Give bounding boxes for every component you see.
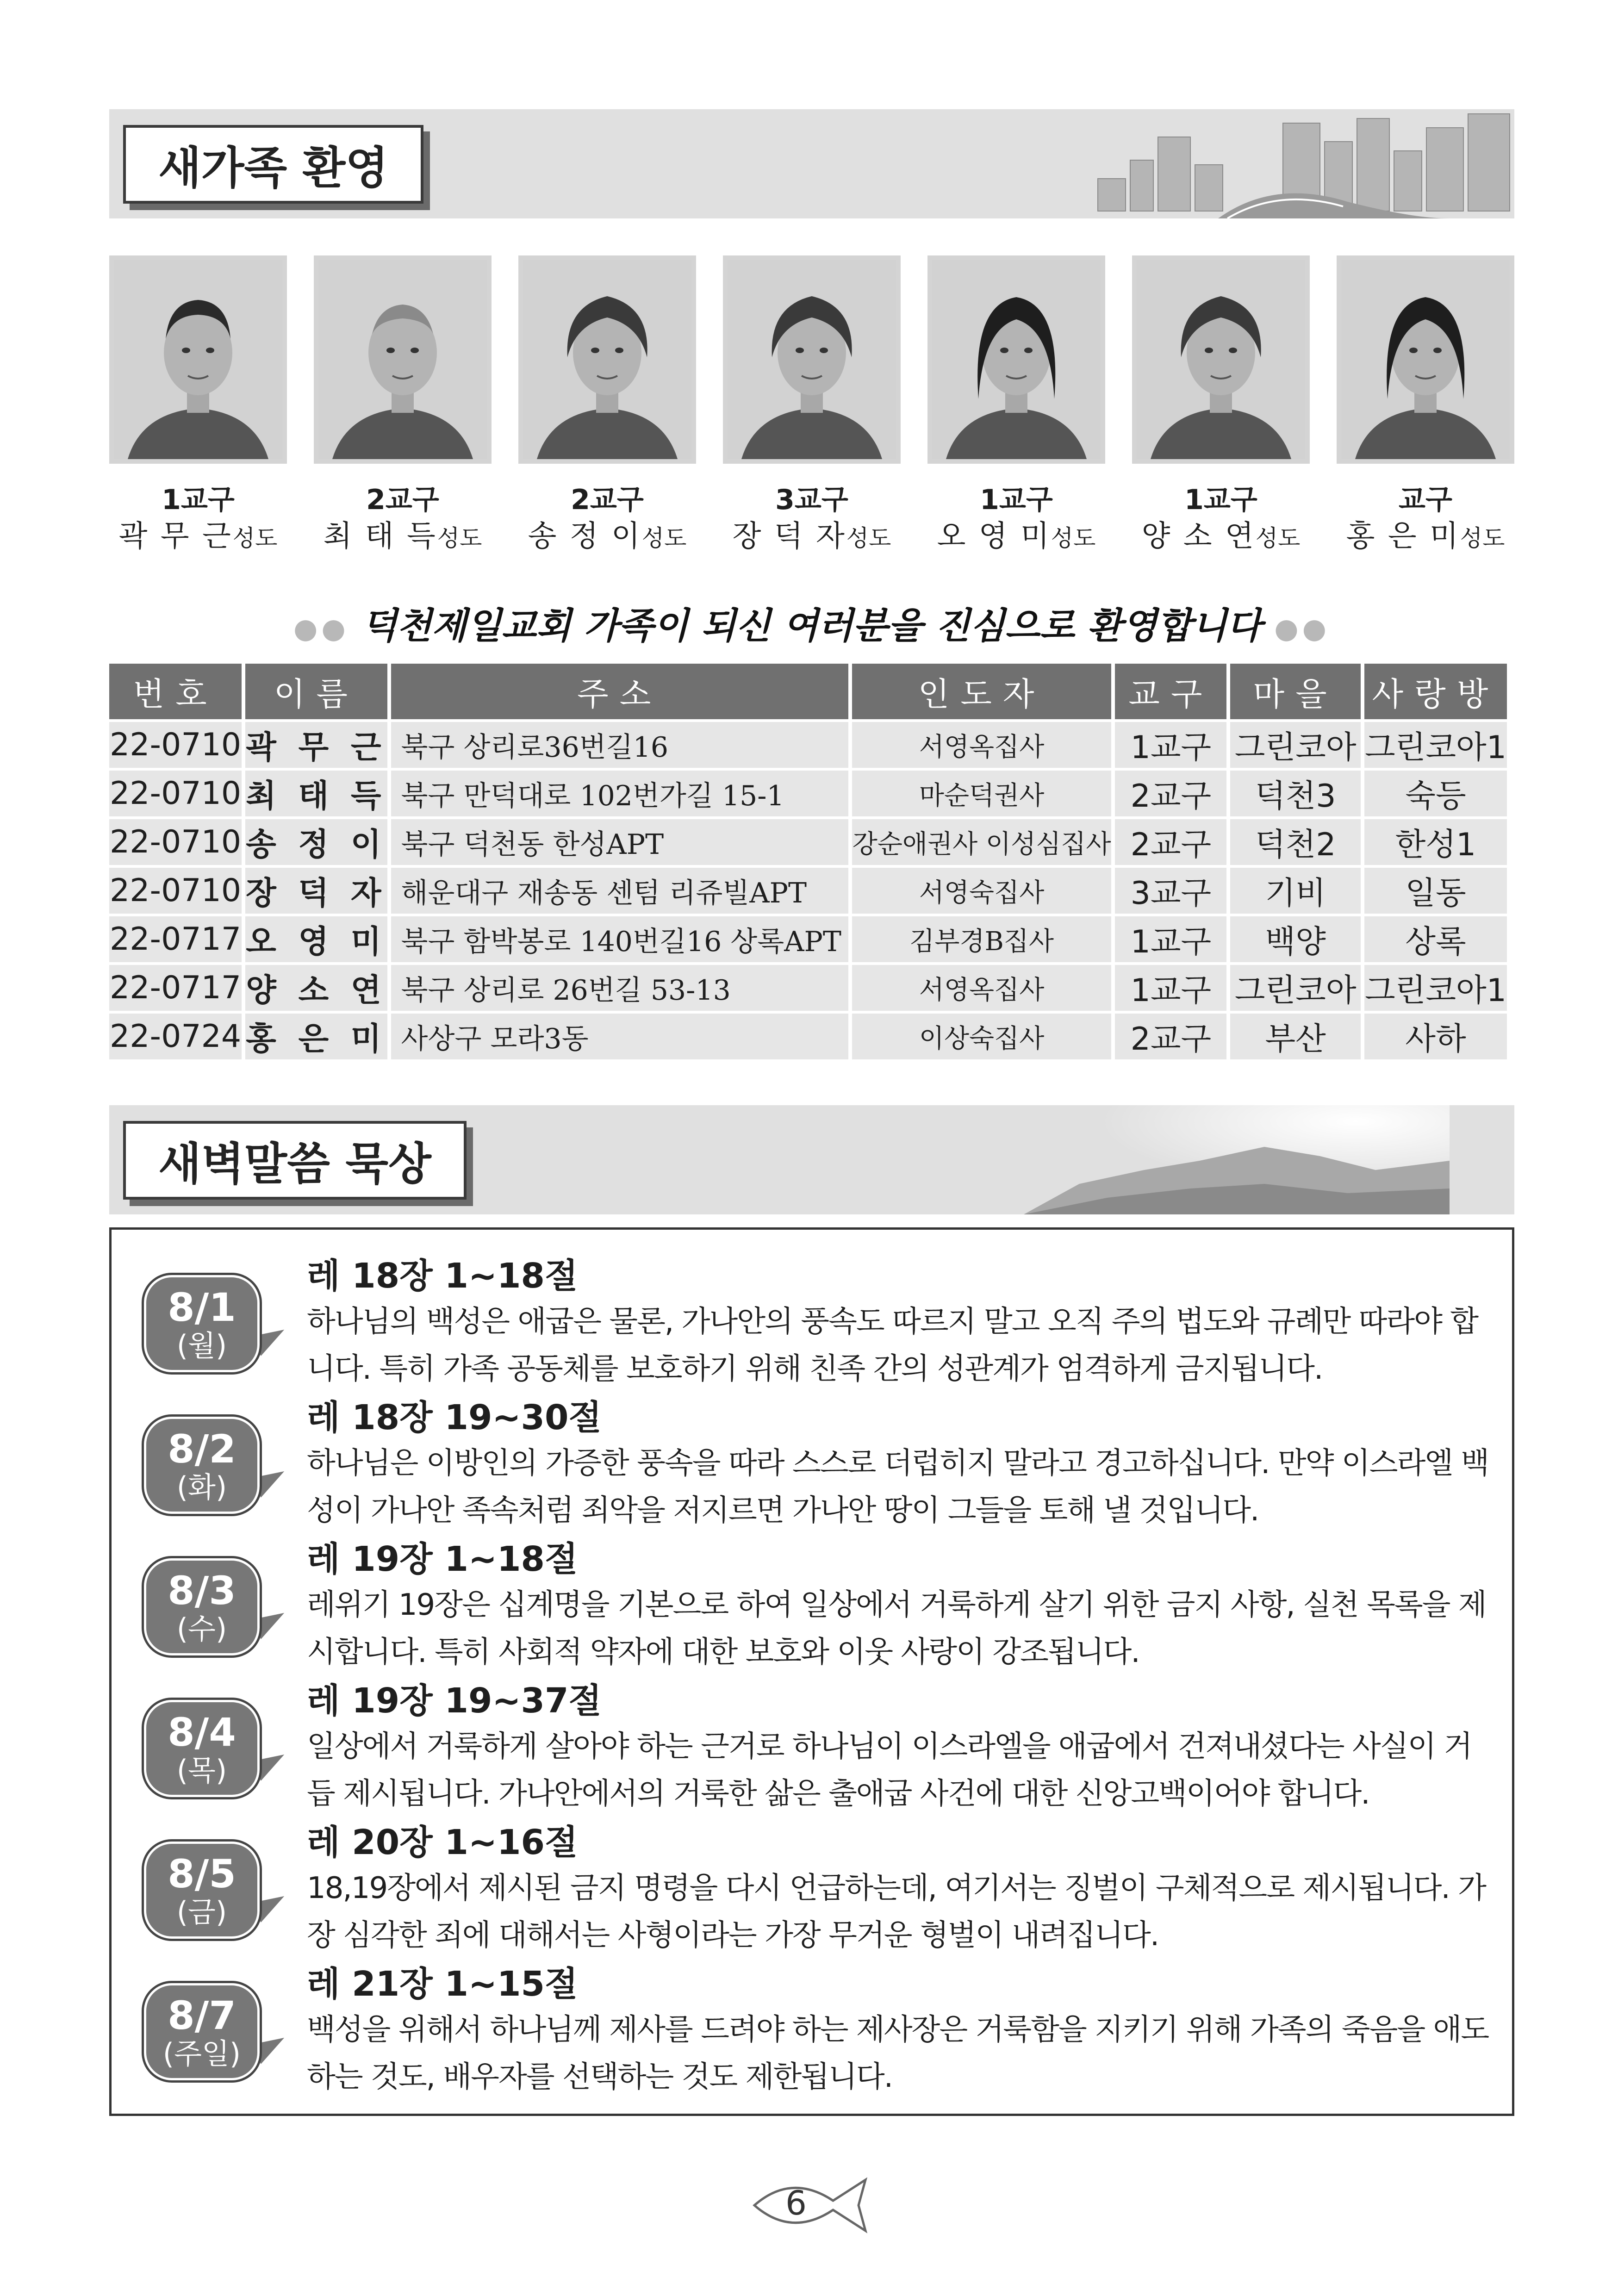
- member-address-cell: 사상구 모라3동: [391, 1014, 848, 1059]
- portrait-image: [1341, 260, 1510, 459]
- member-card: [518, 255, 696, 558]
- portrait-image: [1137, 260, 1305, 459]
- member-name-line: [1337, 516, 1514, 558]
- member-title: 성도: [1460, 525, 1505, 552]
- devotion-entry: [112, 1248, 1517, 1390]
- page-number: 6: [785, 2184, 807, 2222]
- city-illustration: [1089, 109, 1514, 218]
- member-card: [1337, 255, 1514, 558]
- devotion-text: 18,19장에서 제시된 금지 명령을 다시 언급하는데, 여기서는 징벌이 구체적으로 제시됩니다. 가장 심각한 죄에 대해서는 사형이라는 가장 무거운 형벌이 내려집니다.: [307, 1871, 1486, 1953]
- member-address-cell: 북구 덕천동 한성APT: [391, 819, 848, 865]
- member-title: 성도: [1255, 525, 1301, 552]
- devotion-weekday: (화): [176, 1470, 227, 1504]
- welcome-message-line: [109, 597, 1514, 649]
- date-badge: [144, 1700, 260, 1797]
- portrait-image: [114, 260, 282, 459]
- member-guide-cell: 마순덕권사: [852, 771, 1112, 816]
- member-photo: [314, 255, 492, 464]
- member-group-cell: 상록: [1364, 916, 1507, 962]
- date-badge: [144, 1842, 260, 1939]
- member-name: 송 정 이: [528, 519, 642, 554]
- member-group-cell: 그린코아1: [1364, 722, 1507, 768]
- member-address-cell: 북구 상리로36번길16: [391, 722, 848, 768]
- member-address-cell: 북구 상리로 26번길 53-13: [391, 965, 848, 1011]
- header-name: 이름: [245, 664, 387, 719]
- devotion-date: 8/7: [168, 1993, 236, 2038]
- members-table: [106, 661, 1511, 1062]
- member-village-cell: 덕천3: [1230, 771, 1361, 816]
- member-photo: [1337, 255, 1514, 464]
- member-guide-cell: 서영숙집사: [852, 868, 1112, 914]
- member-name-cell: 홍 은 미: [245, 1014, 387, 1059]
- member-parish-cell: 2교구: [1115, 771, 1226, 816]
- portrait-image: [932, 260, 1101, 459]
- member-name-line: [109, 516, 287, 558]
- header-number: 번호: [109, 664, 242, 719]
- member-title: 성도: [641, 525, 687, 552]
- devotion-box: [109, 1227, 1514, 2116]
- scripture-reference: 레 21장 1~15절: [307, 1964, 578, 2004]
- table-row: [109, 771, 1507, 816]
- devotion-weekday: (월): [176, 1329, 227, 1363]
- member-parish-cell: 1교구: [1115, 916, 1226, 962]
- header-parish: 교구: [1115, 664, 1226, 719]
- scripture-reference: 레 20장 1~16절: [307, 1823, 578, 1862]
- member-parish: 2교구: [366, 484, 439, 516]
- devotion-entry: [112, 1673, 1517, 1815]
- table-row: [109, 965, 1507, 1011]
- devotion-entry: [112, 1956, 1517, 2098]
- member-village-cell: 백양: [1230, 916, 1361, 962]
- member-parish-cell: 1교구: [1115, 965, 1226, 1011]
- welcome-message: 덕천제일교회 가족이 되신 여러분을 진심으로 환영합니다: [361, 605, 1262, 647]
- table-row: [109, 819, 1507, 865]
- member-name-cell: 양 소 연: [245, 965, 387, 1011]
- member-group-cell: 그린코아1: [1364, 965, 1507, 1011]
- member-title: 성도: [846, 525, 891, 552]
- header-village: 마을: [1230, 664, 1361, 719]
- member-name-cell: 최 태 득: [245, 771, 387, 816]
- member-parish: 3교구: [775, 484, 848, 516]
- member-parish-cell: 2교구: [1115, 1014, 1226, 1059]
- member-photo: [723, 255, 901, 464]
- member-name: 홍 은 미: [1346, 519, 1460, 554]
- header-guide: 인도자: [852, 664, 1112, 719]
- header-address: 주소: [391, 664, 848, 719]
- devotion-entry: [112, 1815, 1517, 1956]
- date-badge: [144, 1417, 260, 1514]
- member-name: 오 영 미: [937, 519, 1051, 554]
- new-family-banner: [109, 109, 1514, 218]
- member-photo: [518, 255, 696, 464]
- table-row: [109, 722, 1507, 768]
- member-card: [1132, 255, 1310, 558]
- member-parish-cell: 3교구: [1115, 868, 1226, 914]
- member-group-cell: 사하: [1364, 1014, 1507, 1059]
- member-name: 최 태 득: [323, 519, 437, 554]
- devotion-weekday: (목): [176, 1754, 227, 1787]
- scripture-reference: 레 18장 1~18절: [307, 1256, 578, 1296]
- member-photo: [1132, 255, 1310, 464]
- member-title: 성도: [1051, 525, 1096, 552]
- member-guide-cell: 이상숙집사: [852, 1014, 1112, 1059]
- member-name-cell: 송 정 이: [245, 819, 387, 865]
- member-name: 곽 무 근: [118, 519, 233, 554]
- header-group: 사랑방: [1364, 664, 1507, 719]
- member-number-cell: 22-0724: [109, 1014, 242, 1059]
- member-guide-cell: 서영옥집사: [852, 722, 1112, 768]
- portrait-image: [728, 260, 896, 459]
- member-card: [314, 255, 492, 558]
- member-village-cell: 그린코아: [1230, 722, 1361, 768]
- table-row: [109, 868, 1507, 914]
- member-card: [927, 255, 1105, 558]
- member-parish: 1교구: [980, 484, 1053, 516]
- devotion-text: 레위기 19장은 십계명을 기본으로 하여 일상에서 거룩하게 살기 위한 금지 사항, 실천 목록을 제시합니다. 특히 사회적 약자에 대한 보호와 이웃 사랑이 강조됩니다.: [307, 1588, 1486, 1669]
- devotion-text: 백성을 위해서 하나님께 제사를 드려야 하는 제사장은 거룩함을 지키기 위해 가족의 죽음을 애도하는 것도, 배우자를 선택하는 것도 제한됩니다.: [307, 2013, 1489, 2094]
- devotion-text: 하나님의 백성은 애굽은 물론, 가나안의 풍속도 따르지 말고 오직 주의 법도와 규례만 따라야 합니다. 특히 가족 공동체를 보호하기 위해 친족 간의 성관계가 엄격하게 금지됩니다.: [307, 1305, 1478, 1386]
- member-photo: [109, 255, 287, 464]
- member-village-cell: 덕천2: [1230, 819, 1361, 865]
- table-header-row: [109, 664, 1507, 719]
- devotion-date: 8/3: [168, 1568, 236, 1613]
- member-number-cell: 22-0710: [109, 771, 242, 816]
- date-badge: [144, 1983, 260, 2080]
- member-address-cell: 북구 만덕대로 102번가길 15-1: [391, 771, 848, 816]
- member-name-cell: 장 덕 자: [245, 868, 387, 914]
- scripture-reference: 레 19장 19~37절: [307, 1681, 602, 1721]
- member-number-cell: 22-0717: [109, 965, 242, 1011]
- member-parish-cell: 2교구: [1115, 819, 1226, 865]
- decorative-dots: ●●: [1274, 612, 1330, 645]
- member-address-cell: 북구 함박봉로 140번길16 상록APT: [391, 916, 848, 962]
- member-parish: 2교구: [571, 484, 644, 516]
- member-card: [723, 255, 901, 558]
- devotion-banner: [109, 1105, 1514, 1214]
- portrait-image: [523, 260, 691, 459]
- table-row: [109, 1014, 1507, 1059]
- member-number-cell: 22-0710: [109, 868, 242, 914]
- devotion-date: 8/1: [168, 1285, 236, 1330]
- member-name-line: [927, 516, 1105, 558]
- member-guide-cell: 강순애권사 이성심집사: [852, 819, 1112, 865]
- member-card: [109, 255, 287, 558]
- member-name-line: [518, 516, 696, 558]
- devotion-text: 하나님은 이방인의 가증한 풍속을 따라 스스로 더럽히지 말라고 경고하십니다. 만약 이스라엘 백성이 가나안 족속처럼 죄악을 저지르면 가나안 땅이 그들을 토해 낼 것입니다.: [307, 1446, 1489, 1528]
- new-family-title: 새가족 환영: [123, 125, 423, 204]
- devotion-entry: [112, 1531, 1517, 1673]
- member-title: 성도: [437, 525, 482, 552]
- date-badge: [144, 1558, 260, 1655]
- member-address-cell: 해운대구 재송동 센텀 리쥬빌APT: [391, 868, 848, 914]
- member-number-cell: 22-0717: [109, 916, 242, 962]
- member-village-cell: 기비: [1230, 868, 1361, 914]
- decorative-dots: ●●: [293, 612, 349, 645]
- table-row: [109, 916, 1507, 962]
- devotion-date: 8/4: [168, 1710, 236, 1755]
- member-name: 양 소 연: [1141, 519, 1256, 554]
- member-parish: 1교구: [162, 484, 235, 516]
- portrait-image: [318, 260, 487, 459]
- member-group-cell: 한성1: [1364, 819, 1507, 865]
- mountain-sunrise-illustration: [959, 1105, 1514, 1214]
- devotion-entry: [112, 1390, 1517, 1531]
- member-name: 장 덕 자: [732, 519, 846, 554]
- devotion-title: 새벽말씀 묵상: [123, 1121, 467, 1200]
- member-name-cell: 오 영 미: [245, 916, 387, 962]
- member-village-cell: 부산: [1230, 1014, 1361, 1059]
- member-name-line: [1132, 516, 1310, 558]
- member-group-cell: 일동: [1364, 868, 1507, 914]
- member-guide-cell: 김부경B집사: [852, 916, 1112, 962]
- member-guide-cell: 서영옥집사: [852, 965, 1112, 1011]
- date-badge: [144, 1275, 260, 1372]
- member-number-cell: 22-0710: [109, 722, 242, 768]
- member-photo: [927, 255, 1105, 464]
- devotion-date: 8/2: [168, 1426, 236, 1472]
- member-number-cell: 22-0710: [109, 819, 242, 865]
- scripture-reference: 레 18장 19~30절: [307, 1398, 602, 1437]
- member-parish: 1교구: [1184, 484, 1257, 516]
- scripture-reference: 레 19장 1~18절: [307, 1539, 578, 1579]
- member-name-line: [723, 516, 901, 558]
- member-name-line: [314, 516, 492, 558]
- page-number-badge: [750, 2175, 870, 2235]
- member-group-cell: 숙등: [1364, 771, 1507, 816]
- devotion-weekday: (주일): [162, 2037, 241, 2071]
- member-title: 성도: [232, 525, 278, 552]
- devotion-text: 일상에서 거룩하게 살아야 하는 근거로 하나님이 이스라엘을 애굽에서 건져내셨다는 사실이 거듭 제시됩니다. 가나안에서의 거룩한 삶은 출애굽 사건에 대한 신앙고백이어야 합니다.: [307, 1730, 1472, 1811]
- devotion-weekday: (수): [176, 1612, 227, 1646]
- member-name-cell: 곽 무 근: [245, 722, 387, 768]
- devotion-weekday: (금): [176, 1895, 227, 1929]
- member-parish: 교구: [1399, 484, 1452, 516]
- devotion-date: 8/5: [168, 1851, 236, 1897]
- member-parish-cell: 1교구: [1115, 722, 1226, 768]
- member-village-cell: 그린코아: [1230, 965, 1361, 1011]
